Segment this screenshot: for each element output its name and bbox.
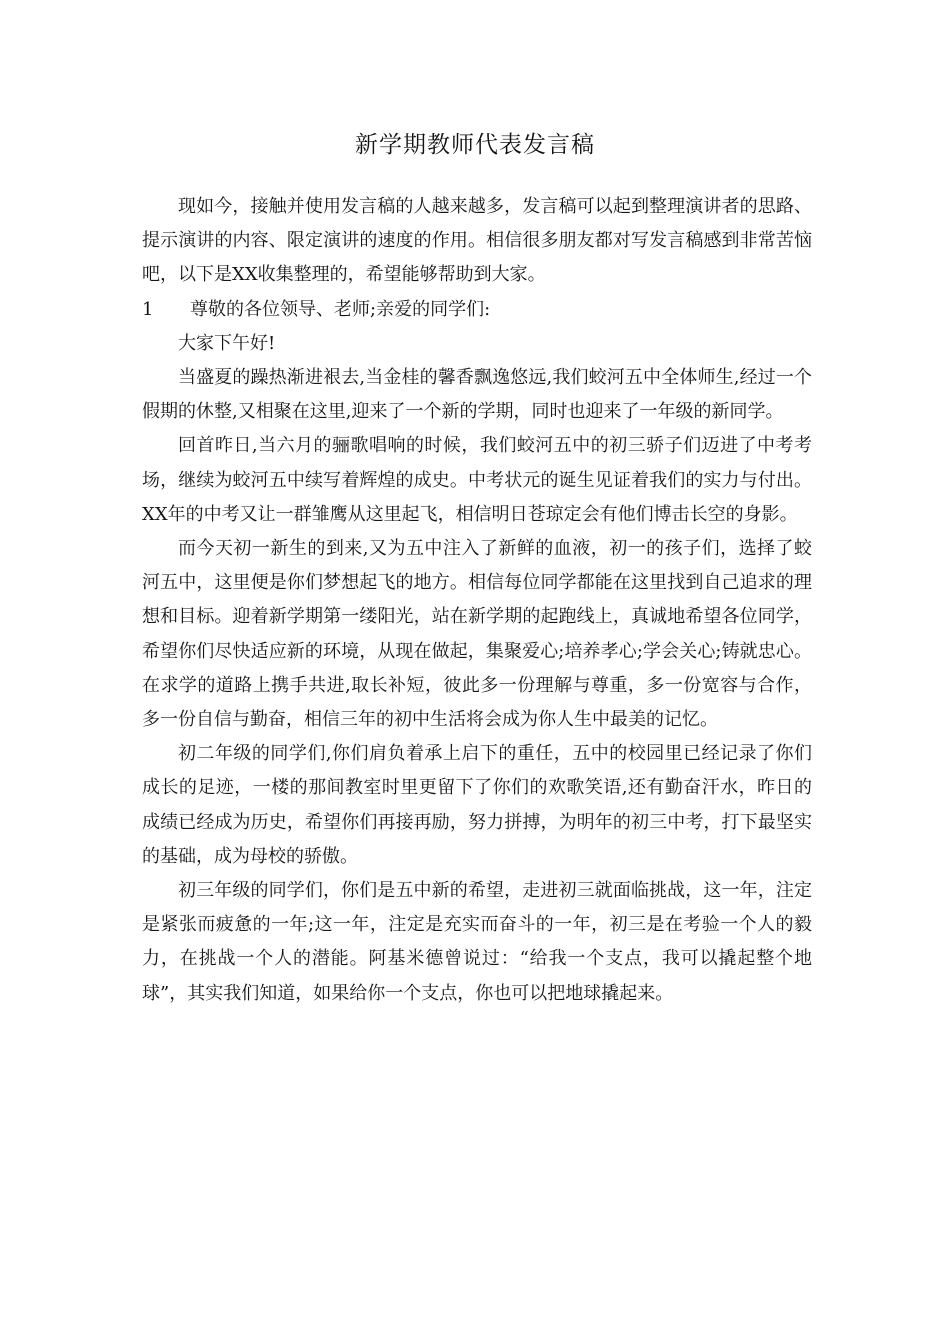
salutation-line <box>142 293 812 327</box>
body-paragraph: 初二年级的同学们,你们肩负着承上启下的重任，五中的校园里已经记录了你们成长的足迹，一楼的那间教室时里更留下了你们的欢歌笑语,还有勤奋汗水，昨日的成绩已经成为历史，希望你们再接再励，努力拼搏，为明年的初三中考，打下最坚实的基础，成为母校的骄傲。 <box>142 743 812 867</box>
body-paragraph: 当盛夏的躁热渐进裉去,当金桂的馨香飘逸悠远,我们蛟河五中全体师生,经过一个假期的休整,又相聚在这里,迎来了一个新的学期，同时也迎来了一年级的新同学。 <box>142 367 812 423</box>
body-paragraph: 而今天初一新生的到来,又为五中注入了新鲜的血液，初一的孩子们，选择了蛟河五中，这里便是你们梦想起飞的地方。相信每位同学都能在这里找到自己追求的理想和目标。迎着新学期第一缕阳光，站在新学期的起跑线上，真诚地希望各位同学，希望你们尽快适应新的环境，从现在做起，集聚爱心;培养孝心;学会关心;铸就忠心。在求学的道路上携手共进,取长补短，彼此多一份理解与尊重，多一份宽容与合作，多一份自信与勤奋，相信三年的初中生活将会成为你人生中最美的记忆。 <box>142 538 812 731</box>
greeting-paragraph: 大家下午好! <box>178 332 276 354</box>
document-title: 新学期教师代表发言稿 <box>355 132 595 158</box>
body-paragraph: 回首昨日,当六月的骊歌唱响的时候，我们蛟河五中的初三骄子们迈进了中考考场，继续为蛟河五中续写着辉煌的成史。中考状元的诞生见证着我们的实力与付出。XX年的中考又让一群雏鹰从这里起飞，相信明日苍琼定会有他们博击长空的身影。 <box>142 435 812 525</box>
document-body <box>142 190 812 1011</box>
salutation-text: 尊敬的各位领导、老师;亲爱的同学们: <box>190 298 491 320</box>
section-number: 1 <box>142 298 154 320</box>
intro-paragraph: 现如今，接触并使用发言稿的人越来越多，发言稿可以起到整理演讲者的思路、提示演讲的内容、限定演讲的速度的作用。相信很多朋友都对写发言稿感到非常苦恼吧，以下是XX收集整理的，希望能够帮助到大家。 <box>142 196 812 286</box>
body-paragraph: 初三年级的同学们，你们是五中新的希望，走进初三就面临挑战，这一年，注定是紧张而疲惫的一年;这一年，注定是充实而奋斗的一年，初三是在考验一个人的毅力，在挑战一个人的潜能。阿基米德曾说过：“给我一个支点，我可以撬起整个地球”，其实我们知道，如果给你一个支点，你也可以把地球撬起来。 <box>142 880 812 1004</box>
